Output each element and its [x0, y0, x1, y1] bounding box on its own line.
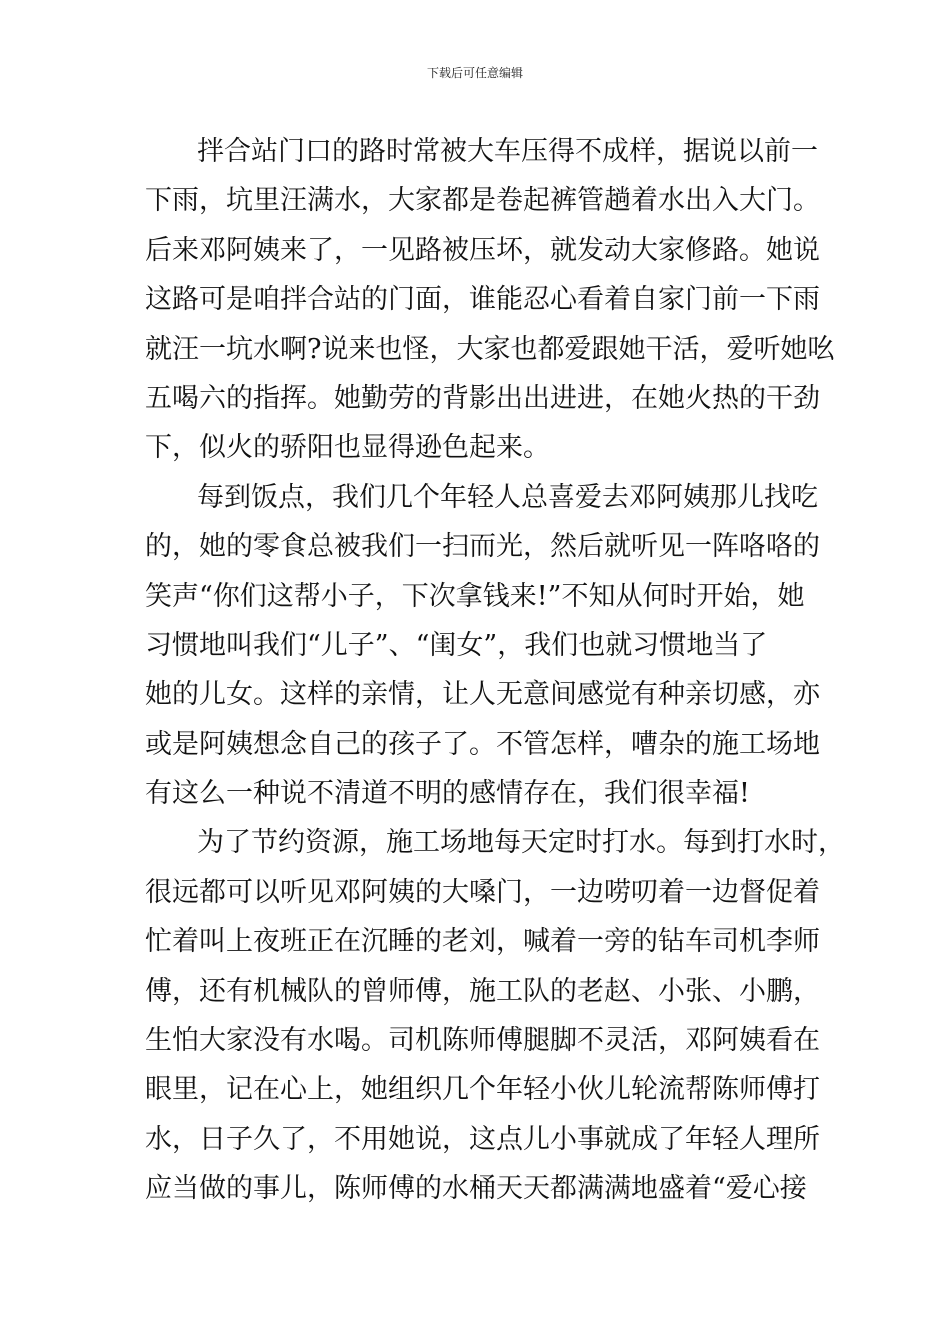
text-line: 的，她的零食总被我们一扫而光，然后就听见一阵咯咯的: [145, 531, 820, 563]
text-line: 习惯地叫我们“儿子”、“闺女”，我们也就习惯地当了: [145, 629, 768, 661]
text-line: 很远都可以听见邓阿姨的大嗓门，一边唠叨着一边督促着: [145, 876, 820, 908]
paragraph-first-line: 每到饭点，我们几个年轻人总喜爱去邓阿姨那儿找吃: [197, 481, 818, 513]
text-line: 她的儿女。这样的亲情，让人无意间感觉有种亲切感，亦: [145, 679, 820, 711]
text-line: 生怕大家没有水喝。司机陈师傅腿脚不灵活，邓阿姨看在: [145, 1025, 820, 1057]
document-body: [145, 127, 845, 1214]
text-line: 应当做的事儿，陈师傅的水桶天天都满满地盛着“爱心接: [145, 1173, 807, 1205]
text-line: 傅，还有机械队的曾师傅，施工队的老赵、小张、小鹏，: [145, 975, 820, 1007]
text-line: 下，似火的骄阳也显得逊色起来。: [145, 432, 550, 464]
text-line: 这路可是咱拌合站的门面，谁能忍心看着自家门前一下雨: [145, 284, 820, 316]
page-header: 下载后可任意编辑: [426, 66, 523, 80]
text-line: 笑声“你们这帮小子，下次拿钱来!”不知从何时开始，她: [145, 580, 805, 612]
text-line: 或是阿姨想念自己的孩子了。不管怎样，嘈杂的施工场地: [145, 728, 820, 760]
text-line: 有这么一种说不清道不明的感情存在，我们很幸福!: [145, 778, 750, 810]
text-line: 就汪一坑水啊?说来也怪，大家也都爱跟她干活，爱听她吆: [145, 333, 835, 365]
paragraph-first-line: 拌合站门口的路时常被大车压得不成样，据说以前一: [197, 136, 818, 167]
text-line: 水，日子久了，不用她说，这点儿小事就成了年轻人理所: [145, 1123, 820, 1155]
text-line: 五喝六的指挥。她勤劳的背影出出进进，在她火热的干劲: [145, 382, 820, 414]
text-line: 后来邓阿姨来了，一见路被压坏，就发动大家修路。她说: [145, 234, 820, 266]
text-line: 下雨，坑里汪满水，大家都是卷起裤管趟着水出入大门。: [145, 185, 820, 217]
text-line: 忙着叫上夜班正在沉睡的老刘，喊着一旁的钻车司机李师: [145, 926, 820, 958]
paragraph-first-line: 为了节约资源，施工场地每天定时打水。每到打水时，: [197, 827, 845, 859]
text-line: 眼里，记在心上，她组织几个年轻小伙儿轮流帮陈师傅打: [145, 1074, 820, 1106]
